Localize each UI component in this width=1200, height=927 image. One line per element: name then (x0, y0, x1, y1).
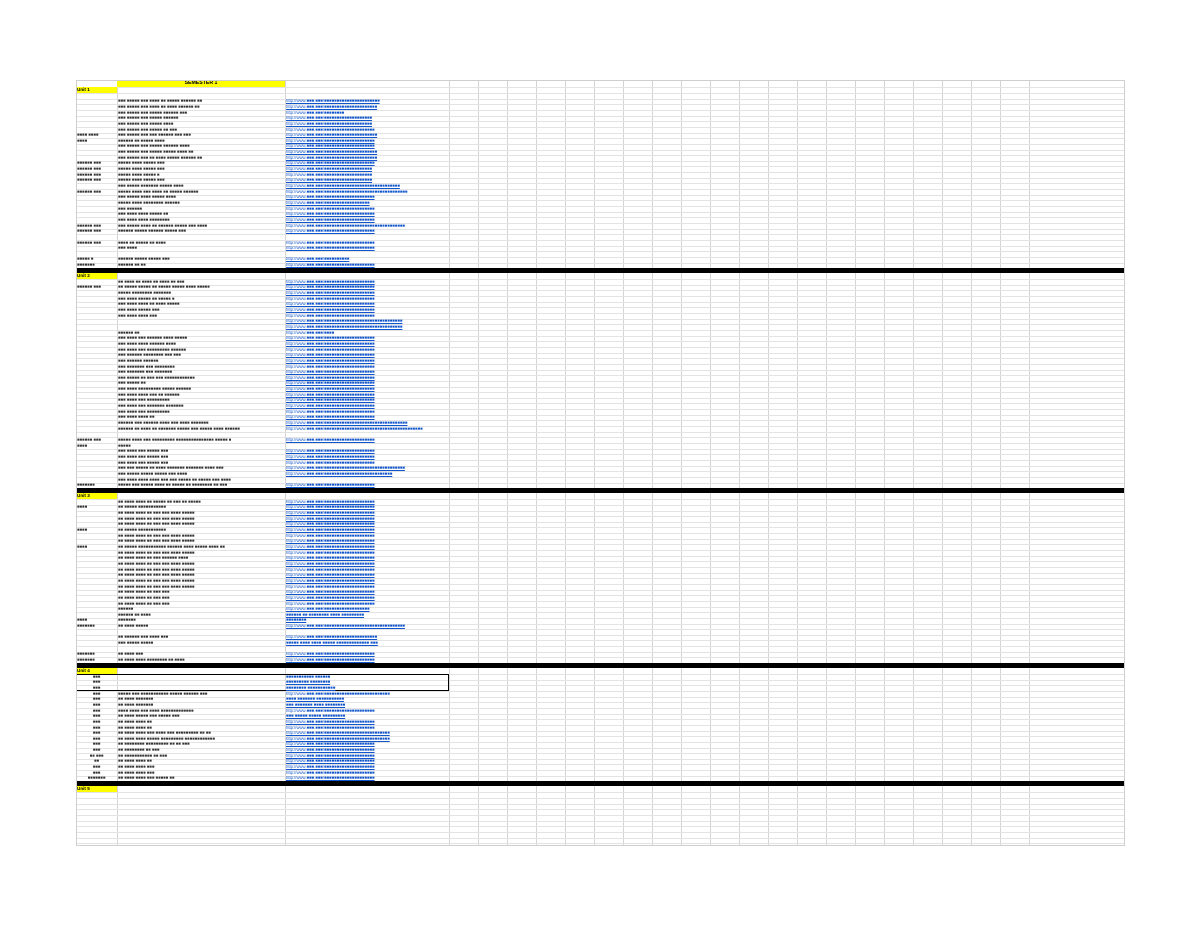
row-resource-link[interactable]: http://www.■■■.■■■/■■■■■■■■■■■■■■■■■■■■ (286, 776, 375, 781)
row-resource-link[interactable]: http://www.■■■.■■■/■■■■■■■■■■■■■■■■■■■■ (286, 127, 375, 132)
row-resource-link[interactable]: http://www.■■■.■■■/■■■■■■■■■■■■■■■■■■■■■■■■■■■■■■■■■ (286, 189, 408, 194)
row-divider (76, 809, 1125, 810)
row-resource-link[interactable]: http://www.■■■.■■■/■■■■■■■■■■■■■■■■■■■■ (286, 353, 375, 358)
row-topic: ■■■ ■■■■■■■ ■■■ ■■■■■■■■ (118, 364, 175, 369)
row-resource-link[interactable]: http://www.■■■.■■■/■■■■■■■■■■■■■■■■■■■■ (286, 770, 375, 775)
row-topic: ■■■ ■■■■■ ■■■ ■■■ ■■■■■■ ■■■ ■■■ (118, 133, 191, 138)
row-topic: ■■■■■ ■■■■ ■■■■■ ■■■ (118, 161, 165, 166)
row-topic: ■■ ■■■■■ ■■■■■ ■■ ■■■■■ ■■■■■ ■■■■ ■■■■■ (118, 285, 210, 290)
row-topic: ■■■ ■■■■■■ (118, 206, 142, 211)
row-topic: ■■■ ■■■■■ ■■■■ ■■ ■■■■■■ ■■■■■ ■■■ ■■■■ (118, 223, 208, 228)
row-topic: ■■ ■■■■ ■■■■ ■■ ■■■ ■■■ (118, 590, 170, 595)
row-topic: ■■ ■■■■ ■■■■ ■■ (118, 719, 152, 724)
row-resource-link[interactable]: http://www.■■■.■■■/■■■■■■■■■■■■■■■■■■■■ (286, 578, 375, 583)
row-resource-link[interactable]: http://www.■■■.■■■/■■■■■■■■■■■■■■■■■■■ (286, 167, 373, 172)
row-divider (76, 832, 1125, 833)
row-topic: ■■ ■■■■■ ■■■■■■■■■■■ ■■■■■■ ■■■■ ■■■■■ ■■■■ ■■ (118, 545, 225, 549)
row-resource-link[interactable]: ■■■■■■■■■ ■■■■■■■■ (286, 680, 331, 685)
row-topic: ■■ ■■■■ ■■■■ ■■ ■■■ ■■■ ■■■■ ■■■■■ (118, 550, 195, 555)
row-topic: ■■ ■■■■ ■■■■ ■■ ■■■ ■■■ ■■■■ ■■■■■ (118, 584, 195, 589)
row-resource-link[interactable]: http://www.■■■.■■■/■■■■■■■■■■■■■■■■■■■■ (286, 240, 375, 245)
row-topic: ■■■■■ (118, 443, 131, 448)
row-topic: ■■■■■■ ■■ ■■■■ ■■ ■■■■■■■ ■■■■■ ■■■ ■■■■■ ■■■■ ■■■■■■ (118, 426, 240, 431)
row-resource-link[interactable]: http://www.■■■.■■■/■■■■■■■■■■■■■■■■■■■■ (286, 212, 375, 217)
row-topic: ■■ ■■■■ ■■■■■ ■■■ ■■■■■ ■■■ (118, 714, 180, 719)
row-resource-link[interactable]: http://www.■■■.■■■/■■■■■■■■■■■■■■■■■■■■■■■■■■ (286, 691, 390, 696)
row-code: ■■■ (92, 674, 101, 679)
row-resource-link[interactable]: http://www.■■■.■■■/■■■■■■■■■■■■■■■■■■■■ (286, 652, 375, 657)
row-divider (76, 324, 1125, 325)
row-resource-link[interactable]: http://www.■■■.■■■/■■■■■■■■■■■■■■■■■■■■ (286, 308, 375, 312)
row-resource-link[interactable]: http://www.■■■.■■■/■■■■■■■■■■■■■■■■■■■■ (286, 516, 375, 521)
row-code: ■■■■■ ■ (77, 257, 94, 262)
row-resource-link[interactable]: ■■■■■■ ■■ ■■■■■■■■ ■■■■ ■■■■■■■■■ (286, 612, 365, 617)
unit-label: Unit 4 (76, 668, 117, 674)
row-topic: ■■ ■■■■■■■■ ■■ ■■■ (118, 748, 160, 753)
row-topic: ■■ ■■■■■■ ■■■ ■■■■ ■■■ (118, 635, 169, 640)
row-topic: ■■■ ■■■ ■■■■■ ■■ ■■■■ ■■■■■■■ ■■■■■■■ ■■■■ ■■■ (118, 466, 224, 471)
row-topic: ■■ ■■■■ ■■■■ ■■ ■■■ ■■■ ■■■■ ■■■■■ (118, 539, 195, 544)
row-resource-link[interactable]: http://www.■■■.■■■/■■■■■■■■■■■■■■■■■■■■ (286, 449, 375, 454)
row-topic: ■■ ■■■■■ ■■■■■■■■■■■ (118, 528, 166, 533)
unit-label: Unit 3 (76, 493, 117, 499)
row-resource-link[interactable]: http://www.■■■.■■■/■■■■■■■■■■■■■■■■■■■■ (286, 291, 375, 296)
row-code: ■■■■■■ ■■■ (77, 240, 101, 245)
row-code: ■■■■ (77, 618, 88, 623)
unit-label: Unit 2 (76, 273, 117, 279)
row-resource-link[interactable]: http://www.■■■.■■■/■■■■■■■■■■■■■■■■■■■■ (286, 595, 375, 600)
row-code: ■■■ (92, 719, 101, 724)
row-topic: ■■■ ■■■■ ■■■■■ ■■ ■■■■■ ■ (118, 296, 175, 301)
row-resource-link[interactable]: http://www.■■■.■■■/■■■■■■■■■■■■■■■■■■■■ (286, 229, 375, 234)
row-resource-link[interactable]: http://www.■■■.■■■/■■■■■■■■■■■■■■■■■■■■ (286, 573, 375, 578)
row-resource-link[interactable]: http://www.■■■.■■■/■■■■■■■■■■■■■■■■■■■■ (286, 601, 375, 606)
row-code: ■■■ (92, 691, 101, 696)
row-resource-link[interactable]: http://www.■■■.■■■/■■■■■■■■■■■■■■■■■■■■ (286, 313, 375, 318)
row-topic: ■■ ■■■■ ■■■■ ■■■ (118, 765, 155, 770)
row-resource-link[interactable]: http://www.■■■.■■■/■■■■■■■■ (286, 110, 345, 115)
row-code: ■■■■■■■ (87, 776, 106, 781)
row-topic: ■■■ ■■■■■ ■■ ■■■ ■■■ ■■■■■■■■■■■■ (118, 375, 195, 380)
row-topic: ■■■■■■ (118, 607, 134, 612)
row-divider (76, 93, 1125, 94)
unit-label: Unit 5 (76, 786, 117, 792)
row-topic: ■■■■■ ■■■■ ■■■ ■■■■ ■■ ■■■■■ ■■■■■■ (118, 189, 199, 194)
row-code: ■■■ (92, 770, 101, 775)
row-resource-link[interactable]: http://www.■■■.■■■/■■■■■■■■■■■■■■■■■■■ (286, 116, 373, 121)
row-code: ■■■■ ■■■■ (77, 133, 99, 138)
row-topic: ■■■ ■■■■■■■ ■■■ ■■■■■■■ (118, 370, 173, 375)
row-resource-link[interactable]: http://www.■■■.■■■/■■■■■■■■■■■■■■■■■■■■ (286, 567, 375, 572)
row-topic: ■■■ ■■■■ ■■■ ■■■■■■■ ■■■■■■■ (118, 404, 184, 409)
row-topic: ■■ ■■■■ ■■■■ ■■■■■■■■ ■■ ■■■■ (118, 658, 185, 662)
row-topic: ■■ ■■■■ ■■■■ ■■ ■■■ ■■■ ■■■■ ■■■■■ (118, 567, 195, 572)
row-topic: ■■ ■■■■■ ■■■■■■■■■■■ (118, 505, 166, 510)
row-topic: ■■ ■■■■ ■■■■■■■ (118, 702, 154, 707)
row-resource-link[interactable]: http://www.■■■.■■■/■■■■■■■■■■■■■■■■■■■■ (286, 138, 375, 143)
row-topic: ■■■ ■■■■ ■■■■ ■■■ ■■ ■■■■■■ (118, 392, 180, 397)
row-divider (76, 804, 1125, 805)
row-resource-link[interactable]: http://www.■■■.■■■/■■■■■■■■■■■■■■■■■■■■ (286, 719, 375, 724)
row-resource-link[interactable]: http://www.■■■.■■■/■■■■■■■■■■■■■■■■■■■■ (286, 370, 375, 375)
row-resource-link[interactable]: http://www.■■■.■■■/■■■■■■■■■■■■■■■■■■■■■■■■■■■ (286, 471, 393, 476)
row-topic: ■■■■■ ■■■ ■■■■■■■■■■■ ■■■■■ ■■■■■■ ■■■ (118, 691, 208, 696)
row-resource-link[interactable]: http://www.■■■.■■■/■■■■■■■■■■■■■■■■■■■■ (286, 499, 375, 504)
row-resource-link[interactable]: http://www.■■■.■■■/■■■■■■■■■■■■■■■■■■■■ (286, 460, 375, 465)
row-topic: ■■ ■■■■■■■■ ■■■■■■■■■ ■■ ■■ ■■■ (118, 742, 190, 747)
row-topic: ■■ ■■■■ ■■■■ ■■ ■■■ ■■■ ■■■■ ■■■■■ (118, 573, 195, 578)
row-topic: ■■■■■ ■■■■ ■■■■■ ■■■ (118, 167, 165, 172)
row-code: ■■■■ (77, 545, 88, 549)
row-topic: ■■ ■■■■ ■■■■ ■■■■■ ■■■■■■■■■ ■■■■■■■■■■■■ (118, 736, 215, 741)
row-resource-link[interactable]: http://www.■■■.■■■/■■■■■■■■■■■■■■■■■■■■ (286, 765, 375, 770)
row-code: ■■ ■■■ (89, 753, 104, 758)
row-resource-link[interactable]: http://www.■■■.■■■/■■■■■■■■■■■■■■■■■■■■ (286, 556, 375, 561)
row-divider (76, 821, 1125, 822)
row-divider (76, 629, 1125, 630)
row-divider (76, 826, 1125, 827)
row-resource-link[interactable]: http://www.■■■.■■■/■■■■■■■■■■■■■■■■■■■■■■ (286, 99, 380, 104)
row-divider (76, 432, 1125, 433)
row-resource-link[interactable]: http://www.■■■.■■■/■■■■■■■■■■■■■■■■■■■■ (286, 302, 375, 307)
unit-separator-bar (76, 663, 1125, 668)
row-resource-link[interactable]: http://www.■■■.■■■/■■■■■■■■■■■■■■■■■■■■ (286, 206, 375, 211)
row-code: ■■■■■■■ (77, 263, 95, 268)
row-topic: ■■■■■ ■■■■ ■■■■■■■■ ■■■■■■ (118, 200, 180, 205)
row-resource-link[interactable]: http://www.■■■.■■■/■■■■■■■■■■■■■■■■■■■■ (286, 161, 375, 166)
row-topic: ■■■ ■■■■■ ■■■■■ ■■■■■ ■■■ ■■■■ (118, 471, 188, 476)
row-code: ■■■ (92, 697, 101, 702)
row-topic: ■■■ ■■■■ (118, 246, 137, 251)
row-code: ■■■■■■ ■■■ (77, 189, 101, 194)
row-resource-link[interactable]: http://www.■■■.■■■/■■■■■■■■■■■■■■■■■■■■ (286, 144, 375, 149)
row-code: ■■■ (92, 725, 101, 730)
row-resource-link[interactable]: http://www.■■■.■■■/■■■■■■■■■■■■■■■■■■ (286, 607, 370, 612)
row-topic: ■■■■■ ■■■■ ■■■ ■■■■■■■■■ ■■■■■■■■■■■■■■■ ■■■■■ ■ (118, 437, 232, 442)
row-topic: ■■■ ■■■■ ■■■ ■■■■■■■■■ ■■■■■■ (118, 347, 186, 352)
row-topic: ■■■ ■■■■ ■■■■ ■■■ (118, 313, 157, 318)
row-code: ■■■■ (77, 138, 88, 143)
row-resource-link[interactable]: http://www.■■■.■■■/■■■■■■■■■■■■■■■■■■■■ (286, 415, 375, 420)
row-topic: ■■■ ■■■■■■ ■■■■■■■■ ■■■ ■■■ (118, 353, 181, 358)
row-topic: ■■■■■ ■■■■ ■■■■■ ■ (118, 172, 160, 177)
row-divider (76, 646, 1125, 647)
row-resource-link[interactable]: http://www.■■■.■■■/■■■■■■■■■■■■■■■■■■■■ (286, 522, 375, 527)
row-resource-link[interactable]: http://www.■■■.■■■/■■■■■■■■■■■■■■■■■■■■ (286, 437, 375, 442)
row-resource-link[interactable]: http://www.■■■.■■■/■■■■ (286, 330, 335, 335)
row-resource-link[interactable]: http://www.■■■.■■■/■■■■■■■■■■■■■■■■■■■■ (286, 590, 375, 595)
row-resource-link[interactable]: ■■■■■■■■ ■■■■■■■■■■■ (286, 685, 336, 690)
row-resource-link[interactable]: http://www.■■■.■■■/■■■■■■■■■■■■■■■■■■■■ (286, 725, 375, 730)
row-topic: ■■■ ■■■■■ ■■■ ■■■■■ ■■ ■■■ (118, 127, 177, 132)
row-topic: ■■■ ■■■■■ ■■ (118, 381, 146, 386)
row-divider (76, 319, 1125, 320)
row-divider (76, 792, 1125, 793)
row-resource-link[interactable]: http://www.■■■.■■■/■■■■■■■■■■■■■■■■■■■■ (286, 375, 375, 380)
row-divider (76, 838, 1125, 839)
row-code: ■■■■■■ ■■■ (77, 167, 101, 172)
row-code: ■■■ (92, 736, 101, 741)
row-resource-link[interactable]: http://www.■■■.■■■/■■■■■■■■■■■■■■■■■■■■ (286, 742, 375, 747)
row-resource-link[interactable]: http://www.■■■.■■■/■■■■■■■■■■■■■■■■■■■■ (286, 392, 375, 397)
semester-header: SEMESTER 1 (117, 80, 285, 87)
row-topic: ■■■■■■ ■■ (118, 330, 140, 335)
row-topic: ■■■ ■■■■■ ■■■ ■■■■ ■■ ■■■■■ ■■■■■■ ■■ (118, 99, 203, 104)
row-topic: ■■■ ■■■■■ ■■■ ■■■■ ■■ ■■■■ ■■■■■■ ■■ (118, 104, 200, 109)
row-resource-link[interactable]: http://www.■■■.■■■/■■■■■■■■■■■■■■■■■■■■ (286, 753, 375, 758)
row-code: ■■■ (92, 680, 101, 685)
row-topic: ■■ ■■■■ ■■■■ ■■ ■■■ ■■■ ■■■■ ■■■■■ (118, 561, 195, 566)
row-topic: ■■■■■■ ■■ ■■ (118, 263, 146, 268)
row-resource-link[interactable]: http://www.■■■.■■■/■■■■■■■■■■■■■■■■■■■■ (286, 545, 375, 549)
row-resource-link[interactable]: http://www.■■■.■■■/■■■■■■■■■■■■■■■■■■■■■■■■■■■■■■■■ (286, 466, 405, 471)
row-resource-link[interactable]: ■■■■■■■■ (286, 618, 307, 623)
row-topic: ■■■■■■ ■■■ ■■■■■■ ■■■■ ■■■ ■■■■ ■■■■■■■ (118, 421, 209, 425)
row-code: ■■■■■■■ (77, 652, 95, 657)
row-resource-link[interactable]: http://www.■■■.■■■/■■■■■■■■■■■■■■■■■■■■ (286, 584, 375, 589)
row-topic: ■■ ■■■■ ■■■■■ (118, 624, 149, 629)
row-code: ■■■■■■ ■■■ (77, 161, 101, 166)
row-topic: ■■ ■■■■■■■■■■■ ■■ ■■■ (118, 753, 168, 758)
row-resource-link[interactable]: http://www.■■■.■■■/■■■■■■■■■■■■■■■■■■■■■■■■■■■■■■■■ (286, 624, 405, 629)
row-topic: ■■■ ■■■■ ■■■ ■■■■■■ ■■■■ ■■■■■ (118, 336, 188, 341)
row-topic: ■■ ■■■■ ■■ ■■■■ ■■ ■■■■ ■■ ■■■ (118, 279, 185, 284)
row-divider (76, 798, 1125, 799)
row-resource-link[interactable]: http://www.■■■.■■■/■■■■■■■■■■■■■■■■■■■ (286, 178, 373, 183)
row-resource-link[interactable]: http://www.■■■.■■■/■■■■■■■■■■■■■■■■■■■■ (286, 381, 375, 386)
row-code: ■■■ (92, 765, 101, 770)
row-topic: ■■■■■ ■■■ ■■■■■ ■■■■ ■■ ■■■■■ ■■ ■■■■■■■■ ■■ ■■■ (118, 483, 228, 488)
row-resource-link[interactable]: http://www.■■■.■■■/■■■■■■■■■■■■■■■■■■■■■■■■■■■■■■■■■ (286, 421, 408, 425)
row-resource-link[interactable]: http://www.■■■.■■■/■■■■■■■■■■■■■■■■■■■■■ (286, 635, 378, 640)
row-resource-link[interactable]: http://www.■■■.■■■/■■■■■■■■■■■■■■■■■■■■■■■■■■ (286, 731, 390, 736)
row-resource-link[interactable]: http://www.■■■.■■■/■■■■■■■■■■■■■■■■■■■■ (286, 533, 375, 538)
row-topic: ■■■ ■■■■■ ■■■ ■■■■■ ■■■■■■ (118, 116, 179, 121)
row-resource-link[interactable]: ■■■ ■■■■■ ■■■■■ ■■■■■■■■■ (286, 714, 346, 719)
row-resource-link[interactable]: http://www.■■■.■■■/■■■■■■■■■■■■■■■■■■■■ (286, 296, 375, 301)
row-resource-link[interactable]: http://www.■■■.■■■/■■■■■■■■■■■■■■■■■■■■ (286, 708, 375, 713)
row-resource-link[interactable]: http://www.■■■.■■■/■■■■■■■■■■■■■■■■■■■■ (286, 539, 375, 544)
row-code: ■■■ (92, 714, 101, 719)
row-topic: ■■■ ■■■■■ ■■■ ■■■■■ ■■■■■ ■■■■ ■■ (118, 150, 194, 155)
row-code: ■■■■■■■ (77, 624, 95, 629)
row-resource-link[interactable]: http://www.■■■.■■■/■■■■■■■■■■■■■■■■■■■■■■■■■■ (286, 736, 390, 741)
row-code: ■■■■ (77, 528, 88, 533)
row-resource-link[interactable]: http://www.■■■.■■■/■■■■■■■■■■■■■■■■■■■■ (286, 364, 375, 369)
row-resource-link[interactable]: http://www.■■■.■■■/■■■■■■■■■■■■■■■■■■■■ (286, 279, 375, 284)
row-topic: ■■ ■■■■ ■■■■ ■■ ■■■ ■■■ (118, 601, 170, 606)
row-code: ■■ (93, 759, 100, 764)
row-resource-link[interactable]: ■■■■■■■■■■■ ■■■■■■ (286, 674, 331, 679)
row-resource-link[interactable]: http://www.■■■.■■■/■■■■■■■■■■■■■■■■■■■■ (286, 195, 375, 200)
row-topic: ■■ ■■■■ ■■■■ ■■■ ■■■■■ ■■ (118, 776, 175, 781)
row-topic: ■■ ■■■■ ■■■■ ■■ ■■■ ■■■ (118, 595, 170, 600)
row-code: ■■■ (92, 731, 101, 736)
row-resource-link[interactable]: http://www.■■■.■■■/■■■■■■■■■■■■■■■■■■■■ (286, 341, 375, 346)
row-topic: ■■■ ■■■■ ■■■ ■■■■■ ■■■ (118, 460, 169, 465)
row-resource-link[interactable]: http://www.■■■.■■■/■■■■■■■■■■■■■■■■■■■■■■■■■■■■■■■ (286, 324, 403, 329)
row-resource-link[interactable]: ■■■ ■■■■■■■ ■■■■ ■■■■■■■■ (286, 702, 346, 707)
row-resource-link[interactable]: http://www.■■■.■■■/■■■■■■■■■■■■■■■■■■■■ (286, 404, 375, 409)
row-topic: ■■■■ ■■ ■■■■■ ■■ ■■■■ (118, 240, 166, 245)
row-topic: ■■■■■■ ■■■■■ ■■■■■■ ■■■■■ ■■■ (118, 229, 186, 234)
row-resource-link[interactable]: ■■■■■ ■■■■ ■■■■ ■■■■■ ■■■■■■■■■■■■■ ■■■ (286, 641, 378, 646)
row-divider (76, 251, 1125, 252)
row-topic: ■■■ ■■■■ ■■■■ ■■■■■ ■■ (118, 212, 169, 217)
row-divider (76, 87, 1125, 88)
row-code: ■■■■■■ ■■■ (77, 437, 101, 442)
row-resource-link[interactable]: http://www.■■■.■■■/■■■■■■■■■■■■■■■■■■■■ (286, 387, 375, 392)
row-topic: ■■ ■■■■ ■■■ (118, 652, 144, 657)
row-topic: ■■■ ■■■■■ ■■■■■■■ ■■■■■ ■■■■ (118, 184, 184, 188)
row-topic: ■■■ ■■■■ ■■■ ■■■■■ ■■■ (118, 449, 169, 454)
row-resource-link[interactable]: http://www.■■■.■■■/■■■■■■■■■■■■■■■■■■■■ (286, 285, 375, 290)
row-resource-link[interactable]: http://www.■■■.■■■/■■■■■■■■■■■■■■■■■■■■ (286, 528, 375, 533)
row-divider (76, 815, 1125, 816)
row-divider (76, 843, 1125, 844)
row-resource-link[interactable]: http://www.■■■.■■■/■■■■■■■■■■■■■■■■■■■■ (286, 398, 375, 403)
unit-separator-bar (76, 781, 1125, 786)
row-resource-link[interactable]: http://www.■■■.■■■/■■■■■■■■■■■■■■■■■■■■ (286, 505, 375, 510)
row-resource-link[interactable]: http://www.■■■.■■■/■■■■■■■■■■■■■■■■■■■■■ (286, 104, 378, 109)
row-topic: ■■ ■■■■ ■■■■ ■■ ■■■ ■■■ ■■■■ ■■■■■ (118, 533, 195, 538)
row-resource-link[interactable]: http://www.■■■.■■■/■■■■■■■■■■■■■■■■■■■■ (286, 511, 375, 516)
row-topic: ■■■ ■■■■■ ■■■ ■■ ■■■■ ■■■■■ ■■■■■■ ■■ (118, 155, 203, 160)
row-divider (76, 234, 1125, 235)
row-resource-link[interactable]: http://www.■■■.■■■/■■■■■■■■■■■■■■■■■■■■ (286, 263, 375, 268)
row-topic: ■■■ ■■■■ ■■■■■ ■■■ (118, 308, 160, 312)
row-topic: ■■ ■■■■ ■■■■ ■■ ■■■■■ ■■ ■■■ ■■ ■■■■■ (118, 499, 201, 504)
row-code: ■■■■■■ ■■■ (77, 285, 101, 290)
row-resource-link[interactable]: http://www.■■■.■■■/■■■■■■■■■■■■■■■■■■■ (286, 121, 373, 126)
row-topic: ■■ ■■■■ ■■■■ ■■ ■■■ ■■■ ■■■■ ■■■■■ (118, 511, 195, 516)
row-code: ■■■■■■■ (77, 483, 95, 488)
row-resource-link[interactable]: http://www.■■■.■■■/■■■■■■■■■■■■■■■■■■■■ (286, 358, 375, 363)
row-code: ■■■ (92, 702, 101, 707)
row-resource-link[interactable]: http://www.■■■.■■■/■■■■■■■■■■■■■■■■■■ (286, 200, 370, 205)
row-resource-link[interactable]: http://www.■■■.■■■/■■■■■■■■■■■■■■■■■■■■ (286, 658, 375, 662)
row-resource-link[interactable]: http://www.■■■.■■■/■■■■■■■■■■■■■■■■■■■■ (286, 483, 375, 488)
row-topic: ■■■ ■■■■■ ■■■ ■■■■■ ■■■■ (118, 121, 174, 126)
row-topic: ■■■■■■■ (118, 618, 136, 623)
row-code: ■■■■■■ ■■■ (77, 223, 101, 228)
row-resource-link[interactable]: http://www.■■■.■■■/■■■■■■■■■■■■■■■■■■■■ (286, 561, 375, 566)
row-topic: ■■ ■■■■ ■■■■ ■■ ■■■ ■■■ ■■■■ ■■■■■ (118, 578, 195, 583)
unit-separator-bar (76, 268, 1125, 273)
row-resource-link[interactable]: ■■■■ ■■■■■■■ ■■■■■■■■■■■ (286, 697, 344, 702)
row-topic: ■■■ ■■■■■ ■■■■ ■■■■■ ■■■■ (118, 195, 176, 200)
row-topic: ■■■ ■■■■ ■■■■ ■■ (118, 415, 155, 420)
row-resource-link[interactable]: http://www.■■■.■■■/■■■■■■■■■■■■■■■■■■■■ (286, 246, 375, 251)
row-topic: ■■■ ■■■■ ■■■ ■■■■■ ■■■ (118, 454, 169, 459)
row-topic: ■■■ ■■■■ ■■■■ ■■■■ ■■■ ■■■ ■■■■■ ■■ ■■■■■ ■■■ ■■■■ (118, 477, 231, 482)
unit-label: Unit 1 (76, 87, 117, 93)
row-resource-link[interactable]: http://www.■■■.■■■/■■■■■■■■■■■■■■■■■■■■■■■■■■■■■■■■■■■■■■■ (286, 426, 423, 431)
row-topic: ■■ ■■■■ ■■■■ ■■ ■■■ ■■■ ■■■■ ■■■■■ (118, 516, 195, 521)
row-resource-link[interactable]: http://www.■■■.■■■/■■■■■■■■■■■■■■■■■■■■ (286, 550, 375, 555)
row-resource-link[interactable]: http://www.■■■.■■■/■■■■■■■■■■■■■■■■■■■■ (286, 759, 375, 764)
row-topic: ■■■ ■■■■ ■■■ ■■■■■■■■■ (118, 409, 170, 414)
row-topic: ■■■ ■■■■ ■■■■ ■■■■■■ ■■■■ (118, 341, 176, 346)
row-topic: ■■ ■■■■ ■■■■ ■■■ ■■■■ ■■■ ■■■■■■■■■ ■■ ■■ (118, 731, 211, 736)
row-code: ■■■■ (77, 443, 88, 448)
row-topic: ■■■ ■■■■■ ■■■ ■■■■■ ■■■■■■ ■■■■ (118, 144, 190, 149)
row-resource-link[interactable]: http://www.■■■.■■■/■■■■■■■■■■■■■■■■■■■■■■■■■■■■■■ (286, 184, 400, 188)
row-resource-link[interactable]: http://www.■■■.■■■/■■■■■■■■■■■■■■■■■■■■ (286, 748, 375, 753)
row-topic: ■■■■■ ■■■■ ■■■■■ ■■■ (118, 178, 165, 183)
row-topic: ■■ ■■■■ ■■■■ ■■ ■■■ ■■■■■■ ■■■■ (118, 556, 189, 561)
row-code: ■■■■■■ ■■■ (77, 229, 101, 234)
row-topic: ■■■■■■ ■■■■■ ■■■■■ ■■■ (118, 257, 170, 262)
unit-separator-bar (76, 488, 1125, 493)
row-topic: ■■■ ■■■■ ■■■■ ■■ ■■■■ ■■■■■ (118, 302, 180, 307)
row-topic: ■■ ■■■■ ■■■■ ■■■ (118, 770, 155, 775)
row-topic: ■■■ ■■■■ ■■■■■■■■■ ■■■■■ ■■■■■■ (118, 387, 191, 392)
row-resource-link[interactable]: http://www.■■■.■■■/■■■■■■■■■■■■■■■■■■■■ (286, 409, 375, 414)
row-topic: ■■ ■■■■ ■■■■ ■■ (118, 725, 152, 730)
row-resource-link[interactable]: http://www.■■■.■■■/■■■■■■■■■■■■■■■■■■■■ (286, 336, 375, 341)
row-code: ■■■ (92, 708, 101, 713)
row-code: ■■■■■■■ (77, 658, 95, 662)
row-topic: ■■ ■■■■ ■■■■ ■■ ■■■ ■■■ ■■■■ ■■■■■ (118, 522, 195, 527)
row-resource-link[interactable]: http://www.■■■.■■■/■■■■■■■■■■■■■■■■■■■■■■■■■■■■■■■■ (286, 223, 405, 228)
row-resource-link[interactable]: http://www.■■■.■■■/■■■■■■■■■■ (286, 257, 350, 262)
row-topic: ■■■■■■ ■■ ■■■■■ ■■■■ (118, 138, 165, 143)
row-code: ■■■■■■ ■■■ (77, 178, 101, 183)
row-resource-link[interactable]: http://www.■■■.■■■/■■■■■■■■■■■■■■■■■■■■■ (286, 155, 378, 160)
row-topic: ■■■■■■ ■■ ■■■■ (118, 612, 151, 617)
spreadsheet-grid[interactable] (76, 80, 1125, 846)
row-topic: ■■■■ ■■■■ ■■■ ■■■■ ■■■■■■■■■■■■■ (118, 708, 194, 713)
row-resource-link[interactable]: http://www.■■■.■■■/■■■■■■■■■■■■■■■■■■■■ (286, 347, 375, 352)
row-topic: ■■ ■■■■ ■■■■ ■■ (118, 759, 152, 764)
row-topic: ■■■ ■■■■ ■■■ ■■■■■■■■■ (118, 398, 170, 403)
row-topic: ■■■ ■■■■ ■■■■ ■■■■■■■■ (118, 217, 170, 222)
row-resource-link[interactable]: http://www.■■■.■■■/■■■■■■■■■■■■■■■■■■■■ (286, 454, 375, 459)
row-resource-link[interactable]: http://www.■■■.■■■/■■■■■■■■■■■■■■■■■■■■ (286, 217, 375, 222)
row-resource-link[interactable]: http://www.■■■.■■■/■■■■■■■■■■■■■■■■■■■ (286, 172, 373, 177)
row-resource-link[interactable]: http://www.■■■.■■■/■■■■■■■■■■■■■■■■■■■■■■■■■■■■■■■ (286, 319, 403, 324)
row-topic: ■■■■■ ■■■■■■■■ ■■■■■■■ (118, 291, 171, 296)
row-code: ■■■■ (77, 505, 88, 510)
row-topic: ■■■ ■■■■■■ ■■■■■■ (118, 358, 159, 363)
row-code: ■■■ (92, 742, 101, 747)
row-topic: ■■■ ■■■■■ ■■■ ■■■■■ ■■■■■■ ■■■ (118, 110, 188, 115)
row-code: ■■■■■■ ■■■ (77, 172, 101, 177)
row-code: ■■■ (92, 685, 101, 690)
row-resource-link[interactable]: http://www.■■■.■■■/■■■■■■■■■■■■■■■■■■■■■ (286, 133, 378, 138)
row-code: ■■■ (92, 748, 101, 753)
row-topic: ■■■ ■■■■■ ■■■■■ (118, 641, 154, 646)
row-resource-link[interactable]: http://www.■■■.■■■/■■■■■■■■■■■■■■■■■■■■■ (286, 150, 378, 155)
row-topic: ■■ ■■■■ ■■■■■■■ (118, 697, 154, 702)
